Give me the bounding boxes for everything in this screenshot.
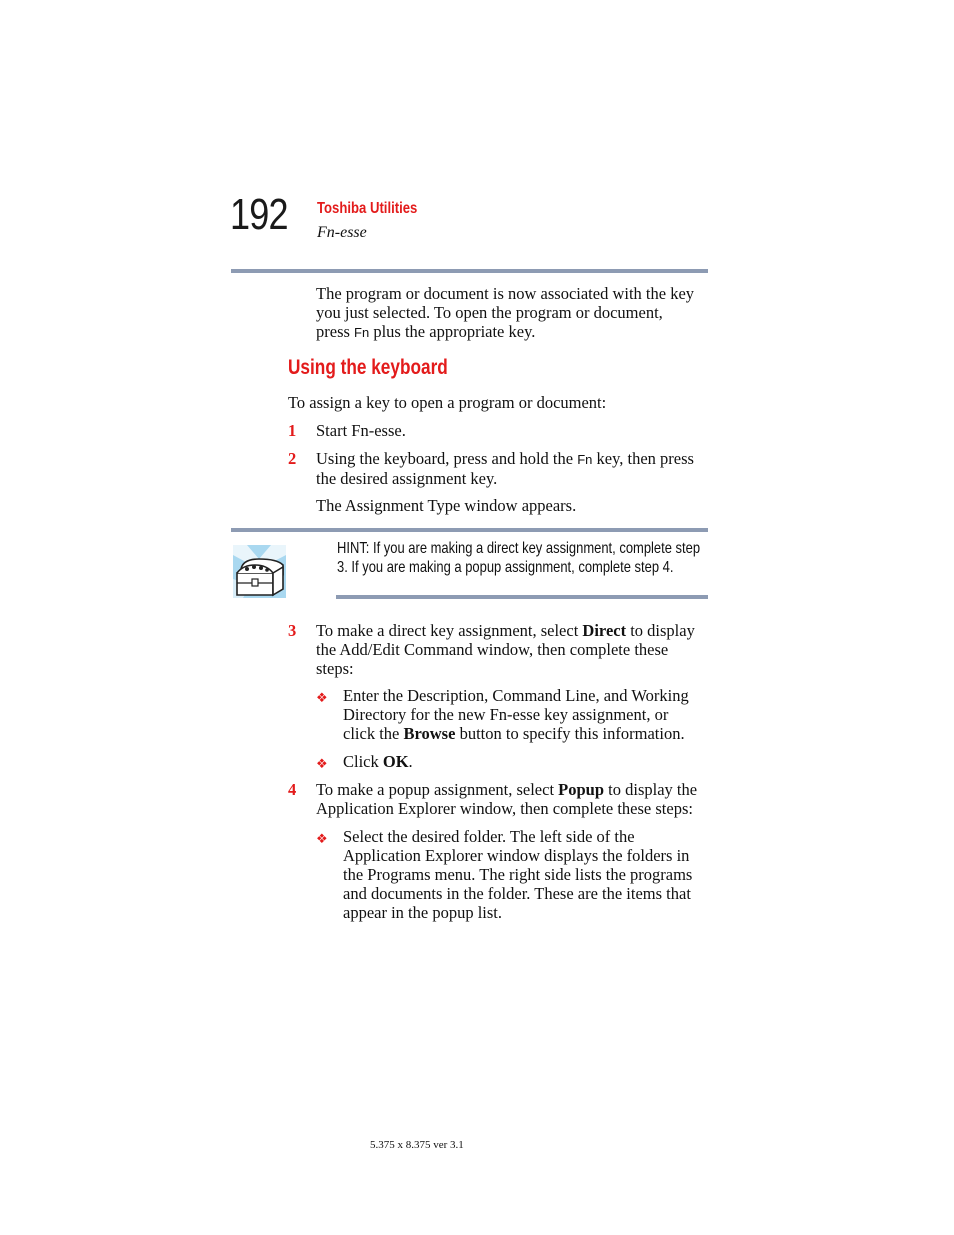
intro-paragraph (316, 284, 708, 342)
bullet-icon: ❖ (316, 831, 328, 846)
step-line (316, 449, 708, 469)
bullet-line: the Programs menu. The right side lists the programs (343, 865, 693, 884)
hint-text (337, 539, 710, 577)
bullet-line: Application Explorer window displays the folders in (343, 846, 690, 865)
intro-line: you just selected. To open the program or document, (316, 303, 663, 322)
bullet-icon: ❖ (316, 690, 328, 705)
ui-term: OK (382, 752, 409, 771)
fn-key: Fn (354, 325, 370, 340)
ui-term: Direct (582, 621, 627, 640)
bullet-text (343, 827, 715, 922)
page-number: 192 (230, 190, 288, 239)
step-text (316, 621, 708, 678)
intro-text: press (316, 322, 355, 341)
hint-top-rule (231, 528, 708, 532)
page-footer: 5.375 x 8.375 ver 3.1 (370, 1139, 464, 1151)
step-number: 4 (288, 780, 297, 799)
bullet-line: appear in the popup list. (343, 903, 503, 922)
bullet-text (343, 686, 713, 743)
bullet-icon: ❖ (316, 756, 328, 771)
step-line: Application Explorer window, then complete these steps: (316, 799, 693, 818)
ui-term: Browse (403, 724, 456, 743)
bullet-line: Directory for the new Fn-esse key assignment, or (343, 705, 669, 724)
step-text (316, 780, 716, 818)
treasure-chest-icon (233, 545, 286, 598)
step-text-part: Using the keyboard, press and hold the (316, 449, 578, 468)
step-number: 2 (288, 449, 297, 468)
ui-term: Popup (558, 780, 605, 799)
bullet-text-part: click the (343, 724, 404, 743)
step-line: steps: (316, 659, 354, 678)
step-number: 3 (288, 621, 297, 640)
bullet-line: Select the desired folder. The left side of the (343, 827, 635, 846)
step-result: The Assignment Type window appears. (316, 496, 577, 515)
step-line (316, 780, 716, 799)
bullet-text-part: button to specify this information. (455, 724, 685, 743)
step-text (316, 449, 708, 488)
hint-line: HINT: If you are making a direct key assignment, complete step (337, 540, 701, 557)
step-line (316, 621, 708, 640)
intro-text: plus the appropriate key. (369, 322, 536, 341)
bullet-text-part: Click (343, 752, 383, 771)
hint-bottom-rule (336, 595, 708, 599)
bullet-text (343, 752, 413, 771)
step-text-part: to display (626, 621, 695, 640)
bullet-line: Enter the Description, Command Line, and Working (343, 686, 689, 705)
section-heading: Using the keyboard (288, 356, 448, 379)
lead-text: To assign a key to open a program or document: (288, 393, 607, 412)
bullet-line (343, 724, 713, 743)
chapter-title: Toshiba Utilities (317, 200, 418, 217)
step-line: the desired assignment key. (316, 469, 498, 488)
fn-key: Fn (577, 452, 593, 467)
hint-line: 3. If you are making a popup assignment, complete step 4. (337, 559, 674, 576)
step-line: the Add/Edit Command window, then complete these (316, 640, 669, 659)
header-rule (231, 269, 708, 273)
section-title: Fn-esse (317, 224, 367, 241)
bullet-line: and documents in the folder. These are the items that (343, 884, 691, 903)
step-text-part: To make a direct key assignment, select (316, 621, 583, 640)
intro-line (316, 322, 708, 342)
step-text: Start Fn-esse. (316, 421, 406, 440)
step-text-part: To make a popup assignment, select (316, 780, 559, 799)
intro-line: The program or document is now associated with the key (316, 284, 695, 303)
bullet-text-part: . (408, 752, 413, 771)
step-text-part: to display the (604, 780, 698, 799)
step-number: 1 (288, 421, 297, 440)
step-text-part: key, then press (592, 449, 694, 468)
